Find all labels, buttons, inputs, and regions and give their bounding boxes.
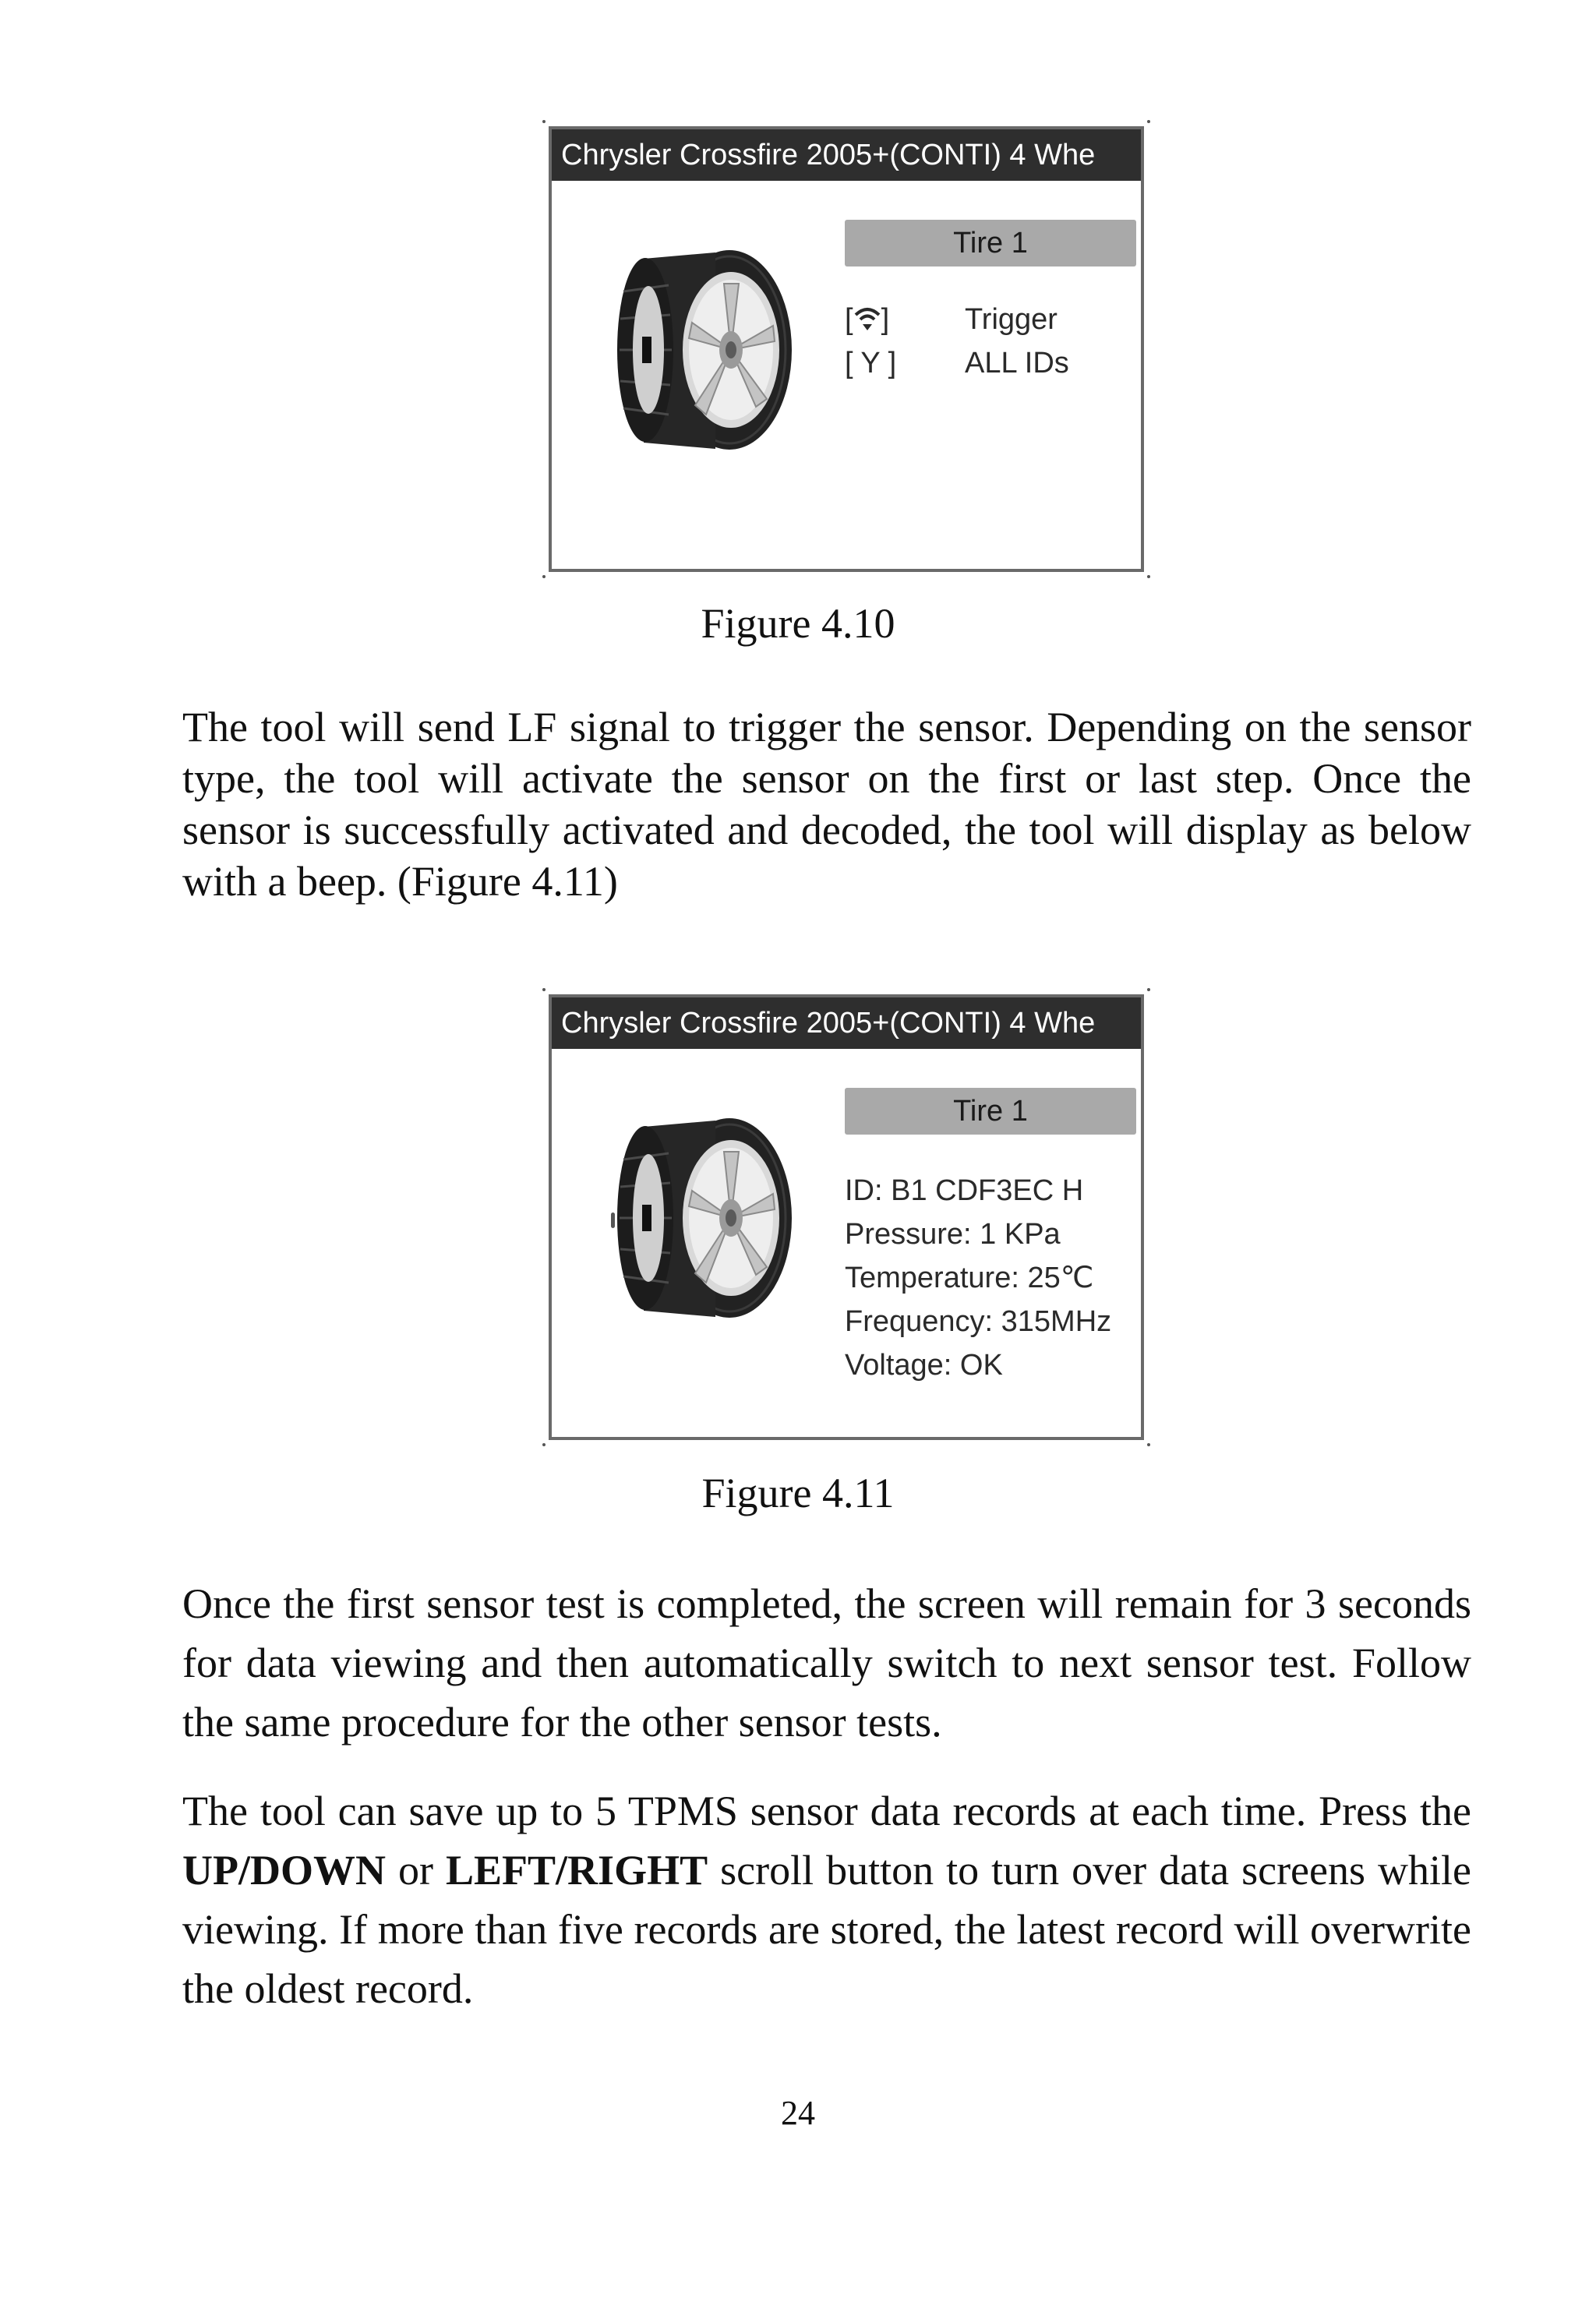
left-right-button-label: LEFT/RIGHT bbox=[446, 1847, 708, 1894]
screen-title-bar: Chrysler Crossfire 2005+(CONTI) 4 Whe bbox=[552, 997, 1141, 1049]
paragraph-text: The tool can save up to 5 TPMS sensor data records at each time. Press the bbox=[182, 1788, 1471, 1834]
sensor-pressure-value: Pressure: 1 KPa bbox=[845, 1218, 1061, 1251]
tire-wheel-icon bbox=[614, 1113, 793, 1323]
trigger-label: Trigger bbox=[965, 303, 1058, 336]
tab-tire-1: Tire 1 bbox=[845, 220, 1136, 267]
device-screen-figure-4-10 bbox=[549, 126, 1144, 572]
trigger-key bbox=[845, 302, 889, 337]
screen-title-bar: Chrysler Crossfire 2005+(CONTI) 4 Whe bbox=[552, 129, 1141, 181]
sensor-info-list bbox=[845, 1169, 1111, 1387]
figure-corner-mark bbox=[542, 575, 546, 578]
tire-wheel-icon bbox=[614, 245, 793, 455]
bracket-open: [ bbox=[845, 303, 853, 336]
page-number: 24 bbox=[781, 2094, 815, 2132]
paragraph-text: scroll button to turn over data screens while viewing. If more than five records are stored, the latest record will overwrite the oldest record. bbox=[182, 1847, 1471, 2012]
all-ids-key: [ Y ] bbox=[845, 347, 897, 379]
tab-tire-1: Tire 1 bbox=[845, 1088, 1136, 1135]
up-down-button-label: UP/DOWN bbox=[182, 1847, 386, 1894]
sensor-frequency-value: Frequency: 315MHz bbox=[845, 1305, 1112, 1338]
figure-corner-mark bbox=[1147, 120, 1150, 123]
figure-corner-mark bbox=[542, 988, 546, 991]
body-paragraph-2: Once the first sensor test is completed, the screen will remain for 3 seconds for data viewing and then automatically switch to next sensor test. Follow the same procedure for the other sensor tests. bbox=[182, 1580, 1471, 1746]
sensor-voltage-value: Voltage: OK bbox=[845, 1349, 1003, 1382]
sensor-id-value: ID: B1 CDF3EC H bbox=[845, 1174, 1084, 1207]
figure-corner-mark bbox=[542, 1443, 546, 1446]
sensor-temperature-value: Temperature: 25℃ bbox=[845, 1262, 1094, 1294]
body-paragraph-3 bbox=[182, 1781, 1471, 2018]
bracket-close: ] bbox=[881, 303, 890, 336]
wifi-signal-icon bbox=[853, 305, 881, 332]
paragraph-text: or bbox=[385, 1847, 447, 1894]
figure-caption-4-10: Figure 4.10 bbox=[701, 600, 895, 647]
figure-corner-mark bbox=[1147, 988, 1150, 991]
device-screen-figure-4-11 bbox=[549, 994, 1144, 1440]
figure-corner-mark bbox=[1147, 575, 1150, 578]
body-paragraph-1: The tool will send LF signal to trigger the sensor. Depending on the sensor type, the tool will activate the sensor on the first or last step. Once the sensor is successfully activated and decoded, the tool will display as below with a beep. (Figure 4.11) bbox=[182, 704, 1471, 905]
signal-mark-icon bbox=[611, 1213, 615, 1228]
all-ids-label: ALL IDs bbox=[965, 347, 1069, 379]
figure-corner-mark bbox=[542, 120, 546, 123]
figure-corner-mark bbox=[1147, 1443, 1150, 1446]
figure-caption-4-11: Figure 4.11 bbox=[701, 1470, 895, 1516]
